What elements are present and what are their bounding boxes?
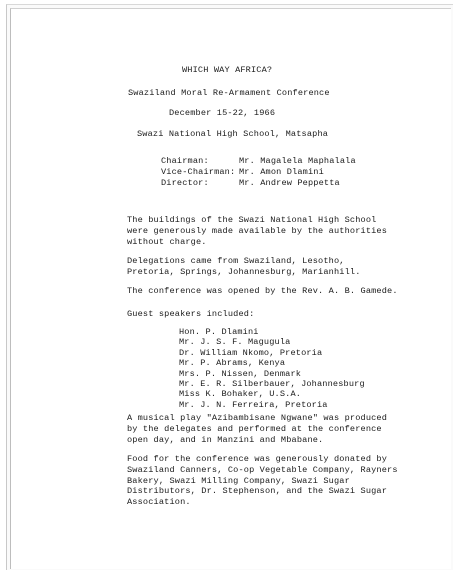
paragraph-line: by the delegates and performed at the conference (127, 423, 382, 434)
officer-row (161, 167, 356, 178)
delegations-paragraph (127, 256, 361, 278)
buildings-paragraph (127, 215, 387, 247)
speaker-item: Mrs. P. Nissen, Denmark (179, 368, 302, 379)
paragraph-line: Swaziland Canners, Co-op Vegetable Company, Rayners (127, 464, 398, 475)
conference-venue: Swazi National High School, Matsapha (137, 129, 329, 139)
paragraph-line: The buildings of the Swazi National High School (127, 215, 377, 225)
paragraph-line: Delegations came from Swaziland, Lesotho, (127, 256, 345, 266)
paragraph-line: A musical play "Azibambisane Ngwane" was produced (127, 413, 388, 423)
conference-dates: December 15-22, 1966 (169, 108, 276, 118)
officer-row (161, 178, 356, 189)
paragraph-line: without charge. (127, 236, 207, 247)
speaker-item: Hon. P. Dlamini (179, 327, 259, 337)
paragraph-line: Food for the conference was generously donated by (127, 454, 388, 464)
speaker-item: Mr. E. R. Silberbauer, Johannesburg (179, 379, 365, 390)
officer-row (161, 156, 356, 167)
officer-role: Director: (161, 177, 209, 188)
paragraph-line: open day, and in Manzini and Mbabane. (127, 434, 324, 445)
paragraph-line: Bakery, Swazi Milling Company, Swazi Sugar (127, 475, 350, 486)
opening-paragraph: The conference was opened by the Rev. A. B. Gamede. (127, 286, 398, 296)
speaker-item: Mr. J. S. F. Magugula (179, 337, 291, 348)
food-paragraph (127, 454, 398, 508)
officer-name: Mr. Andrew Peppetta (239, 177, 340, 188)
officer-role: Chairman: (161, 156, 209, 166)
speaker-item: Dr. William Nkomo, Pretoria (179, 347, 323, 358)
document-title: WHICH WAY AFRICA? (182, 65, 273, 75)
officers-table (161, 156, 356, 188)
speaker-item: Mr. J. N. Ferreira, Pretoria (179, 399, 328, 410)
document-page (10, 8, 451, 569)
guest-speakers-heading: Guest speakers included: (127, 309, 255, 319)
officer-name: Mr. Amon Dlamini (239, 166, 324, 177)
paragraph-line: Association. (127, 497, 191, 508)
guest-speakers-list (179, 327, 365, 410)
paragraph-line: Pretoria, Springs, Johannesburg, Marianhill. (127, 266, 361, 277)
paragraph-line: Distributors, Dr. Stephenson, and the Swazi Sugar (127, 486, 388, 497)
speaker-item: Miss K. Bohaker, U.S.A. (179, 389, 302, 400)
musical-paragraph (127, 413, 387, 445)
officer-name: Mr. Magalela Maphalala (239, 156, 356, 166)
speaker-item: Mr. P. Abrams, Kenya (179, 358, 286, 369)
officer-role: Vice-Chairman: (161, 166, 236, 177)
conference-name: Swaziland Moral Re-Armament Conference (128, 88, 330, 98)
paragraph-line: were generously made available by the authorities (127, 225, 388, 236)
